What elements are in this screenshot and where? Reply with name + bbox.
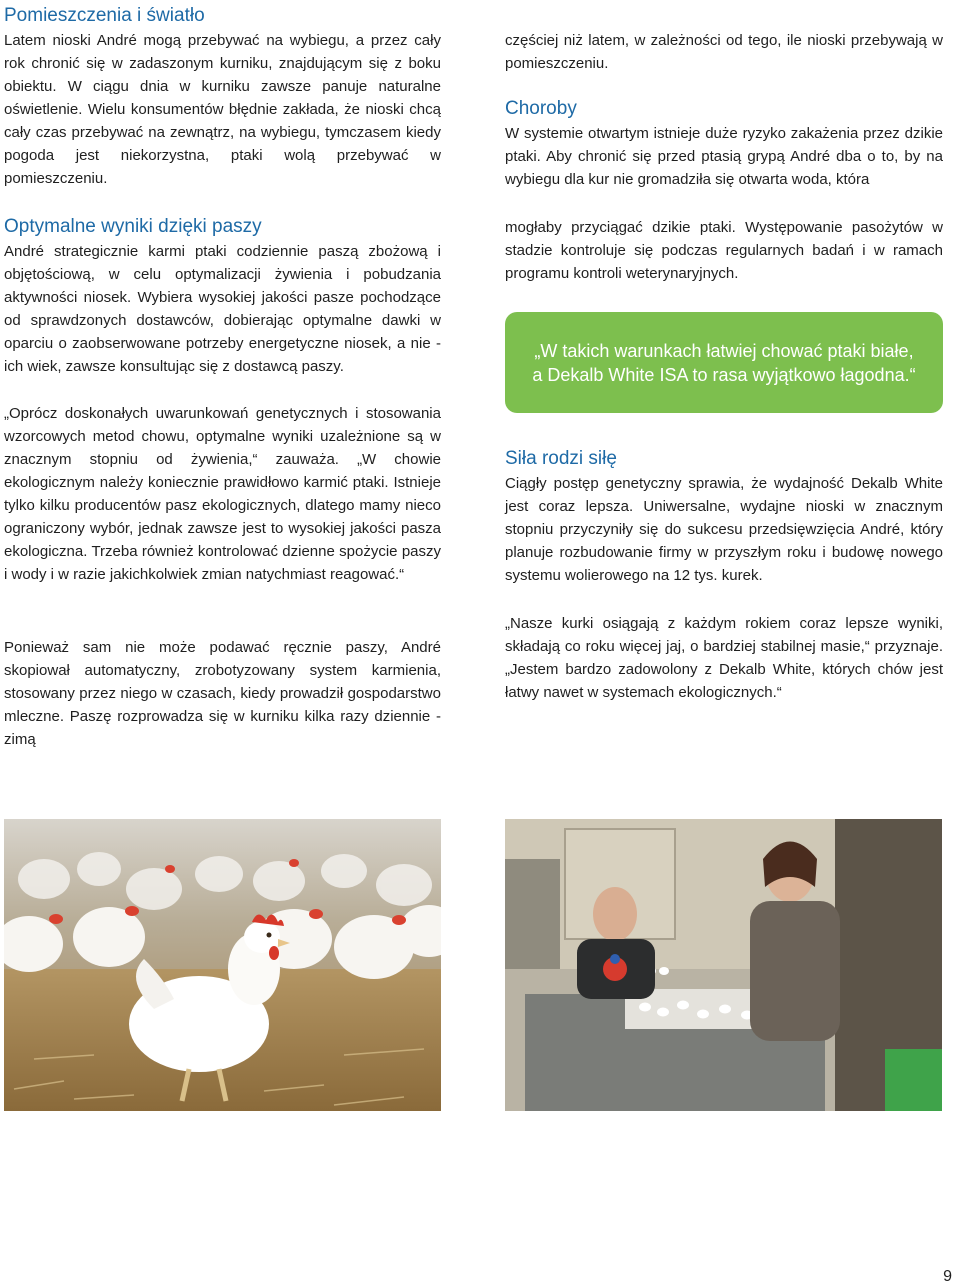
heading-strength: Siła rodzi siłę bbox=[505, 448, 617, 469]
paragraph-feeding-system: Ponieważ sam nie może podawać ręcznie paszy, André skopiował automatyczny, zrobotyzowany system karmienia, stosowany przez niego w czasach, kiedy prowadził gospodarstwo mleczne. Paszę rozprowadza się w kurniku kilka razy dziennie - zimą bbox=[4, 639, 441, 748]
heading-diseases: Choroby bbox=[505, 98, 577, 119]
farmers-illustration bbox=[505, 819, 942, 1111]
paragraph-strength: Ciągły postęp genetyczny sprawia, że wydajność Dekalb White jest coraz lepsza. Uniwersalne, wydajne nioski w znacznym stopniu przyczyniły się do sukcesu przedsięwzięcia André, który planuje rozbudowanie firmy w przyszłym roku i budowę nowego systemu wolierowego na 12 tys. kurek. bbox=[505, 475, 943, 584]
paragraph-feed: André strategicznie karmi ptaki codziennie paszą zbożową i objętościową, w celu optymalizacji żywienia i pobudzania aktywności niosek. Wybiera wysokiej jakości pasze pochodzące od sprawdzonych dostawców, dobierając optymalne dawki w oparciu o zaobserwowane potrzeby energetyczne niosek, a nie - ich wiek, zawsze konsultując się z dostawcą paszy. bbox=[4, 243, 441, 375]
photo-chickens bbox=[4, 819, 441, 1111]
pull-quote-box bbox=[505, 312, 943, 413]
paragraph-diseases-cont: mogłaby przyciągać dzikie ptaki. Występowanie pasożytów w stadzie kontroluje się podczas regularnych badań i w ramach programu kontroli weterynaryjnych. bbox=[505, 219, 943, 282]
pull-quote-text: „W takich warunkach łatwiej chować ptaki białe, a Dekalb White ISA to rasa wyjątkowo łagodna.“ bbox=[532, 340, 916, 385]
paragraph-rooms-light: Latem nioski André mogą przebywać na wybiegu, a przez cały rok chronić się w zadaszonym kurniku, znajdującym się z boku obiektu. W ciągu dnia w kurniku zawsze panuje naturalne oświetlenie. Wielu konsumentów błędnie zakłada, że nioski chcą cały czas przebywać na zewnątrz, na wybiegu, tymczasem kiedy pogoda jest niekorzystna, ptaki wolą przebywać w pomieszczeniu. bbox=[4, 32, 441, 187]
heading-rooms-light: Pomieszczenia i światło bbox=[4, 5, 205, 26]
paragraph-diseases: W systemie otwartym istnieje duże ryzyko zakażenia przez dzikie ptaki. Aby chronić się przed ptasią grypą André dba o to, by na wybiegu dla kur nie gromadziła się otwarta woda, która bbox=[505, 125, 943, 188]
paragraph-continued: częściej niż latem, w zależności od tego, ile nioski przebywają w pomieszczeniu. bbox=[505, 32, 943, 72]
page-number: 9 bbox=[943, 1268, 952, 1285]
heading-feed-results: Optymalne wyniki dzięki paszy bbox=[4, 216, 262, 237]
paragraph-feed-quote: „Oprócz doskonałych uwarunkowań genetycznych i stosowania wzorcowych metod chowu, optymalne wyniki uzależnione są w znacznym stopniu od żywienia,“ zauważa. „W chowie ekologicznym należy koniecznie prawidłowo karmić ptaki. Istnieje tylko kilku producentów pasz ekologicznych, dlatego mamy nieco ograniczony wybór, jednak zawsze jest to wysokiej jakości pasza ekologiczna. Trzeba również kontrolować dzienne spożycie paszy i wody i w razie jakichkolwiek zmian natychmiast reagować.“ bbox=[4, 405, 441, 583]
photo-farmers bbox=[505, 819, 942, 1111]
paragraph-strength-quote: „Nasze kurki osiągają z każdym rokiem coraz lepsze wyniki, składają co roku więcej jaj, o bardziej stabilnej masie,“ przyznaje. „Jestem bardzo zadowolony z Dekalb White, których chów jest łatwy nawet w systemach ekologicznych.“ bbox=[505, 615, 943, 701]
chickens-illustration bbox=[4, 819, 441, 1111]
